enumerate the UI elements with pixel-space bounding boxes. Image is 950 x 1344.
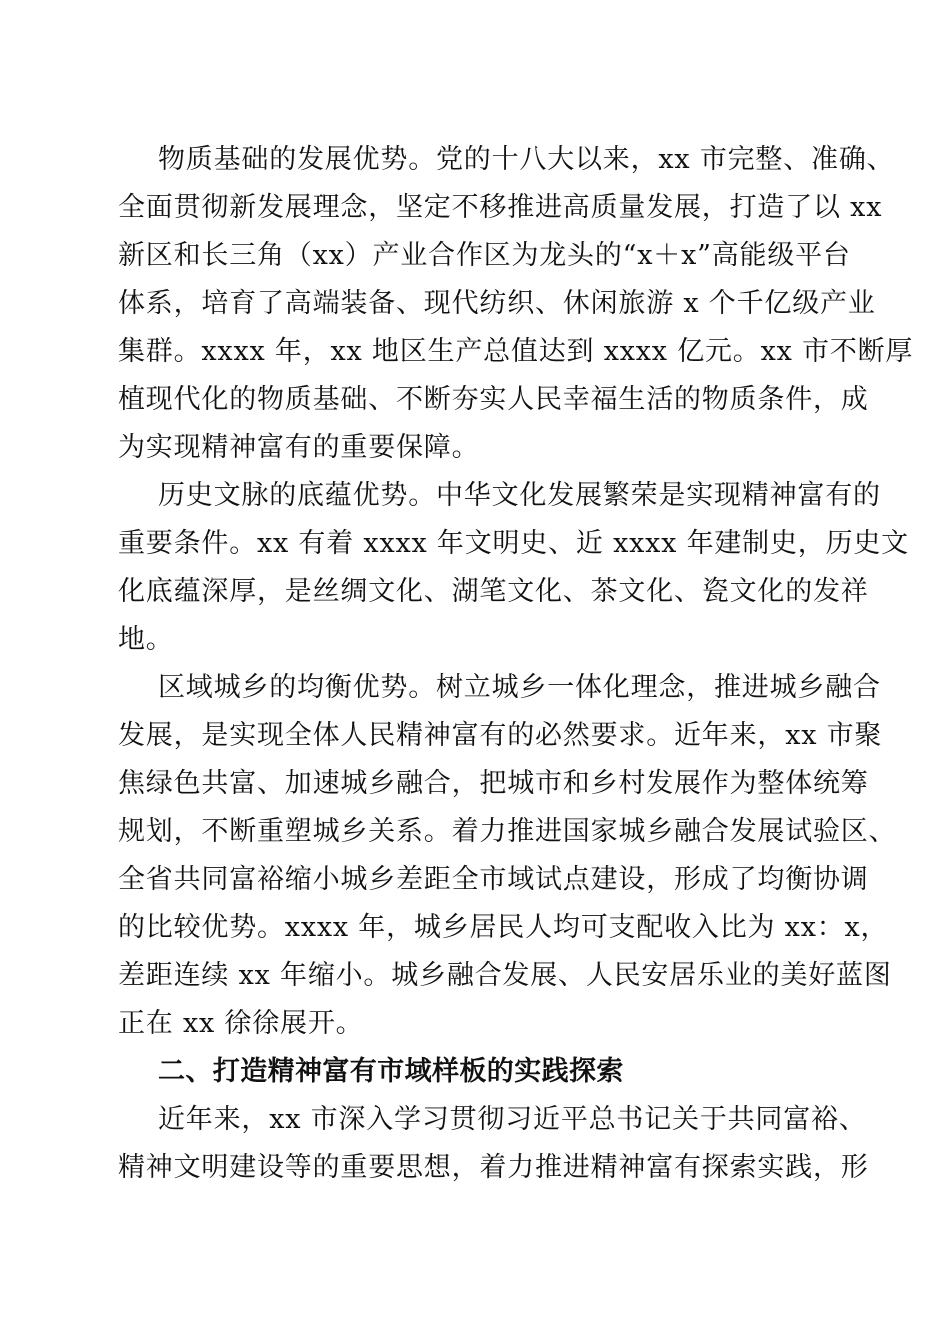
paragraph-1-line-5: 集群。xxxx 年，xx 地区生产总值达到 xxxx 亿元。xx 市不断厚 xyxy=(118,336,914,367)
paragraph-1-line-1: 物质基础的发展优势。党的十八大以来，xx 市完整、准确、 xyxy=(158,144,895,175)
paragraph-3-line-3: 焦绿色共富、加速城乡融合，把城市和乡村发展作为整体统筹 xyxy=(118,768,869,799)
paragraph-3-line-1: 区域城乡的均衡优势。树立城乡一体化理念，推进城乡融合 xyxy=(158,672,881,703)
paragraph-2-line-1: 历史文脉的底蕴优势。中华文化发展繁荣是实现精神富有的 xyxy=(158,480,881,511)
section-heading: 二、打造精神富有市域样板的实践探索 xyxy=(158,1056,624,1087)
paragraph-3-line-7: 差距连续 xx 年缩小。城乡融合发展、人民安居乐业的美好蓝图 xyxy=(118,960,892,991)
paragraph-3-line-8: 正在 xx 徐徐展开。 xyxy=(118,1008,364,1039)
paragraph-3-line-4: 规划，不断重塑城乡关系。着力推进国家城乡融合发展试验区、 xyxy=(118,816,897,847)
paragraph-1-line-3: 新区和长三角（xx）产业合作区为龙头的“x＋x”高能级平台 xyxy=(118,240,851,271)
final-paragraph-line-1: 近年来，xx 市深入学习贯彻习近平总书记关于共同富裕、 xyxy=(158,1104,867,1135)
paragraph-1-line-6: 植现代化的物质基础、不断夯实人民幸福生活的物质条件，成 xyxy=(118,384,869,415)
paragraph-3-line-6: 的比较优势。xxxx 年，城乡居民人均可支配收入比为 xx：x， xyxy=(118,912,889,943)
paragraph-1-line-7: 为实现精神富有的重要保障。 xyxy=(118,432,480,463)
paragraph-1-line-4: 体系，培育了高端装备、现代纺织、休闲旅游 x 个千亿级产业 xyxy=(118,288,876,319)
paragraph-2-line-4: 地。 xyxy=(118,624,174,655)
paragraph-3-line-2: 发展，是实现全体人民精神富有的必然要求。近年来，xx 市聚 xyxy=(118,720,883,751)
paragraph-3-line-5: 全省共同富裕缩小城乡差距全市域试点建设，形成了均衡协调 xyxy=(118,864,869,895)
final-paragraph-line-2: 精神文明建设等的重要思想，着力推进精神富有探索实践，形 xyxy=(118,1152,869,1183)
paragraph-2-line-2: 重要条件。xx 有着 xxxx 年文明史、近 xxxx 年建制史，历史文 xyxy=(118,528,909,559)
paragraph-2-line-3: 化底蕴深厚，是丝绸文化、湖笔文化、茶文化、瓷文化的发祥 xyxy=(118,576,869,607)
paragraph-1-line-2: 全面贯彻新发展理念，坚定不移推进高质量发展，打造了以 xx xyxy=(118,192,883,223)
